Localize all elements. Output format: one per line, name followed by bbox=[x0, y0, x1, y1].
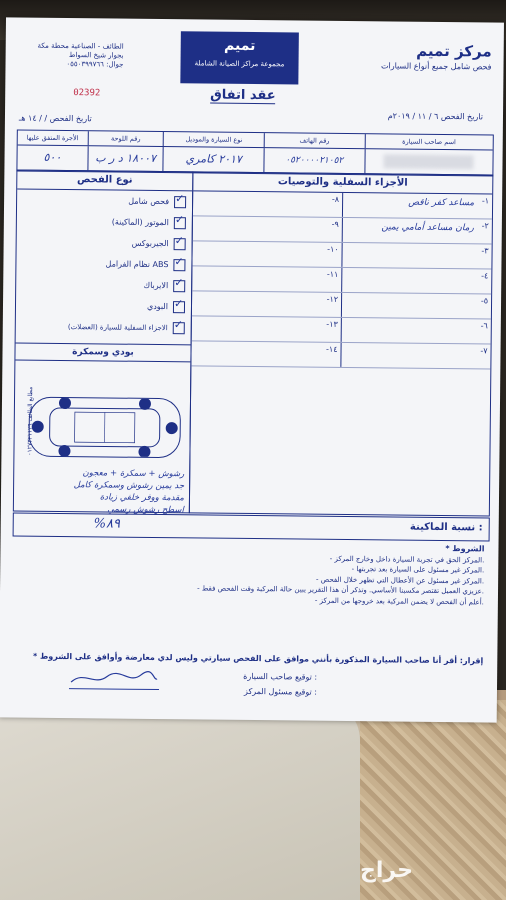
grid-value-plate: ١٨٠٠٧ د ر ب bbox=[87, 146, 163, 171]
term-item: - المركز غير مسئول على السيارة بعد تجربتها. bbox=[351, 565, 485, 575]
grid-value-phone: ٠٥٢٠٠٠٠٢١٠٥٢ bbox=[263, 148, 364, 173]
part-number: -١٤ bbox=[326, 344, 338, 354]
grid-value-fee: ٥٠٠ bbox=[43, 150, 62, 164]
background-cloth bbox=[0, 700, 360, 900]
phone: جوال: ٠٥٥٠٣٩٩٧٦٦ bbox=[66, 60, 124, 69]
address-line1: الطائف - الصناعية محطة مكة bbox=[37, 41, 124, 51]
grid-header-fee: الأجرة المتفق عليها bbox=[26, 133, 79, 143]
part-number: -٣ bbox=[481, 246, 489, 256]
checkbox[interactable] bbox=[173, 254, 185, 271]
part-number: -٥ bbox=[480, 296, 489, 306]
checkbox[interactable] bbox=[173, 296, 185, 313]
grid-header-phone: رقم الهاتف bbox=[264, 133, 365, 148]
grid-header-owner: اسم صاحب السيارة bbox=[364, 134, 493, 149]
part-number: -٦ bbox=[480, 321, 488, 331]
serial-number: 02392 bbox=[73, 88, 101, 99]
parts-cell-left bbox=[192, 291, 341, 317]
parts-cell-right bbox=[341, 318, 491, 344]
inspection-item-label: البودي bbox=[146, 301, 169, 312]
checkbox[interactable] bbox=[173, 317, 185, 334]
inspection-paper bbox=[0, 17, 504, 722]
inspection-item-label: فحص شامل bbox=[128, 196, 170, 207]
inspection-item-label: الجيربوكس bbox=[131, 238, 169, 249]
part-number: -١٣ bbox=[326, 319, 338, 329]
checkbox[interactable] bbox=[174, 191, 186, 208]
inspection-type-panel bbox=[13, 170, 194, 514]
terms-block bbox=[14, 540, 485, 608]
logo-sub: مجموعة مراكز الصيانة الشاملة bbox=[194, 59, 285, 69]
signature-scribble bbox=[69, 668, 159, 690]
bodywork-notes bbox=[18, 467, 184, 517]
grid-header-plate: رقم اللوحة bbox=[87, 131, 163, 146]
part-number: -١ bbox=[481, 196, 490, 206]
checkbox[interactable] bbox=[173, 275, 185, 292]
parts-row bbox=[191, 341, 490, 369]
engine-ratio-label: نسبة الماكينة : bbox=[409, 521, 483, 534]
car-diagram bbox=[28, 397, 181, 459]
center-header bbox=[331, 41, 491, 72]
inspection-item-full bbox=[17, 190, 192, 213]
parts-cell-right bbox=[342, 193, 492, 219]
grid-header-model: نوع السيارة والموديل bbox=[163, 132, 264, 147]
check-mark-icon: ✓ bbox=[174, 212, 185, 226]
check-mark-icon: ✓ bbox=[173, 296, 184, 310]
engine-ratio-value: %٨٩ bbox=[93, 516, 121, 532]
printer-side-text: مطابع الطائف ٠١٢٧٣٢١١٢٦ bbox=[26, 386, 35, 456]
bodywork-title: بودي وسمكرة bbox=[15, 343, 190, 363]
inspection-item-label: الاجزاء السفلية للسيارة (العضلات) bbox=[67, 322, 168, 332]
owner-name-blurred bbox=[384, 154, 474, 169]
note-line: رشوش + سمكرة + معجون bbox=[82, 468, 185, 480]
parts-cell-right bbox=[341, 293, 491, 319]
parts-cell-left bbox=[192, 266, 341, 292]
inspection-item-gearbox bbox=[17, 232, 192, 255]
parts-cell-right bbox=[342, 218, 492, 244]
inspection-item-label: الايرباك bbox=[143, 280, 169, 291]
term-item: - المركز الحق في تجربة السيارة داخل وخارج المركز. bbox=[329, 554, 485, 564]
check-mark-icon: ✓ bbox=[174, 233, 184, 247]
center-name: مركز تميم bbox=[416, 41, 492, 61]
inspection-title: نوع الفحص bbox=[17, 171, 192, 192]
hijri-date: تاريخ الفحص / / ١٤ هـ bbox=[18, 113, 92, 124]
parts-cell-right bbox=[341, 268, 491, 294]
staff-signature-label: توقيع مسئول المركز : bbox=[244, 686, 318, 697]
logo bbox=[180, 31, 299, 84]
terms-heading: * الشروط bbox=[445, 544, 485, 554]
part-number: -٢ bbox=[481, 221, 489, 231]
address-block bbox=[13, 41, 123, 69]
check-mark-icon: ✓ bbox=[173, 317, 184, 331]
term-item: - المركز غير مسئول عن الأعطال التي تظهر خلال الفحص. bbox=[315, 575, 485, 585]
part-number: -٨ bbox=[331, 194, 340, 204]
check-mark-icon: ✓ bbox=[174, 254, 184, 268]
signature-icon bbox=[69, 668, 159, 689]
parts-row bbox=[193, 216, 492, 244]
inspection-item-engine bbox=[17, 211, 192, 234]
center-sub: فحص شامل جميع أنواع السيارات bbox=[380, 61, 492, 72]
parts-cell-left bbox=[191, 341, 340, 367]
address-line2: بجوار شيخ السواط bbox=[68, 51, 124, 60]
inspection-item-label: الموتور (الماكينة) bbox=[111, 217, 169, 228]
parts-row bbox=[193, 191, 492, 219]
parts-cell-left bbox=[192, 316, 341, 342]
part-number: -٤ bbox=[481, 271, 489, 281]
watermark: حراج bbox=[360, 858, 413, 883]
part-number: -٩ bbox=[331, 219, 339, 229]
logo-name: تميم bbox=[223, 37, 256, 55]
checkbox[interactable] bbox=[174, 212, 186, 229]
underbody-parts-panel bbox=[189, 171, 494, 516]
inspection-item-underbody bbox=[16, 316, 191, 339]
part-note: رمان مساعد أمامي يمين bbox=[381, 222, 474, 234]
part-number: -١٢ bbox=[326, 294, 339, 304]
check-mark-icon: ✓ bbox=[175, 191, 185, 205]
parts-row bbox=[192, 291, 491, 319]
parts-cell-right bbox=[341, 243, 491, 269]
grid-value-model: ٢٠١٧ كامري bbox=[163, 147, 264, 172]
part-number: -١٠ bbox=[327, 244, 339, 254]
parts-cell-left bbox=[193, 191, 342, 217]
acknowledgement: * إقرار: أقر أنا صاحب السيارة المذكورة بأنني موافق على الفحص سيارتي وليس لدي معارضة وأوافق على الشروط bbox=[32, 651, 484, 666]
note-line: جد يمين رشوش وسمكرة كامل bbox=[73, 480, 185, 492]
part-number: -٧ bbox=[480, 346, 488, 356]
parts-row bbox=[192, 266, 491, 294]
note-line: مقدمة ووفر خلفي زيادة bbox=[99, 492, 185, 504]
check-mark-icon: ✓ bbox=[174, 275, 184, 289]
part-note: مساعد كفر ناقص bbox=[408, 197, 475, 209]
inspection-item-label: نظام الفرامل ABS bbox=[105, 259, 169, 270]
part-number: -١١ bbox=[326, 269, 339, 279]
parts-row bbox=[192, 241, 491, 269]
grid-value-owner bbox=[364, 149, 493, 174]
engine-ratio-row bbox=[13, 512, 490, 541]
term-item: - عزيزي العميل تقتصر مكسبنا الأساسي. وتذكر أن هذا التقرير يبين حالة المركبة وقت الفحص فقط. bbox=[197, 584, 485, 596]
inspection-item-body bbox=[16, 295, 191, 318]
inspection-item-abs bbox=[16, 253, 191, 276]
inspection-item-airbag bbox=[16, 274, 191, 297]
note-line: اسطح رشوش رسمي bbox=[107, 504, 184, 516]
owner-signature-label: توقيع صاحب السيارة : bbox=[243, 671, 318, 682]
parts-title: الأجزاء السفلية والتوصيات bbox=[193, 172, 492, 194]
parts-row bbox=[192, 316, 491, 344]
checkbox[interactable] bbox=[174, 233, 186, 250]
contract-title: عقد اتفاق bbox=[210, 87, 276, 104]
parts-cell-right bbox=[340, 343, 490, 369]
parts-cell-left bbox=[192, 241, 341, 267]
car-outline-icon bbox=[29, 398, 180, 458]
parts-cell-left bbox=[193, 216, 342, 242]
term-item: - أعلم أن الفحص لا يضمن المركبة بعد خروجها من المركز. bbox=[314, 596, 484, 606]
inspection-date: تاريخ الفحص ٦ / ١١ / ٢٠١٩م bbox=[387, 111, 484, 122]
